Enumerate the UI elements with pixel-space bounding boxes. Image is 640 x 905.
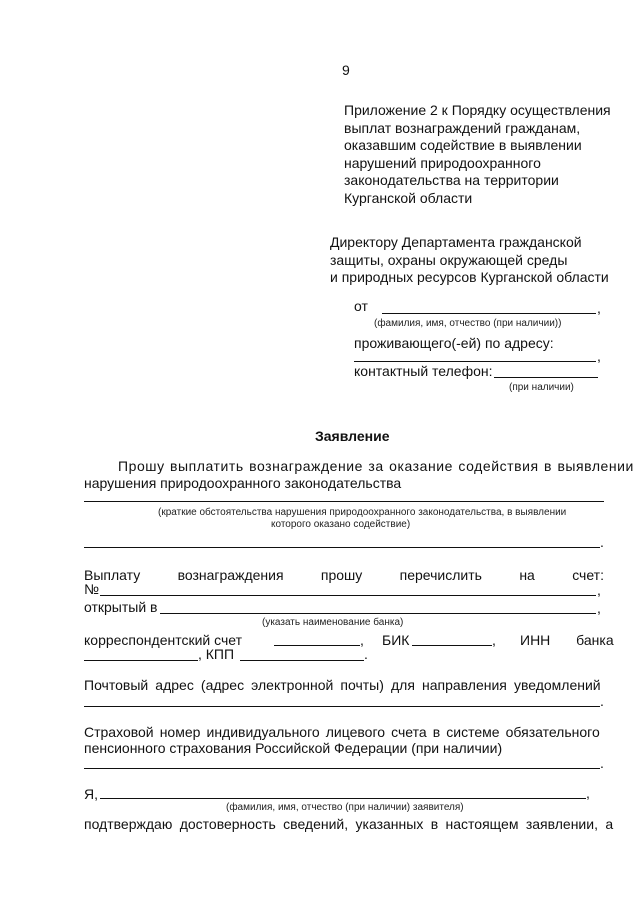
bank-hint: (указать наименование банка) — [262, 617, 404, 628]
postal-field[interactable] — [84, 706, 600, 707]
account-number-field[interactable] — [100, 595, 596, 596]
number-sign: № — [84, 581, 100, 597]
residing-label: проживающего(-ей) по адресу: — [354, 335, 554, 351]
appendix-line: выплат вознаграждений гражданам, — [344, 119, 581, 136]
addressee-line: защиты, охраны окружающей среды — [330, 251, 568, 268]
addressee-line: и природных ресурсов Курганской области — [330, 269, 609, 285]
payment-word: счет: — [572, 567, 604, 583]
request-text: Прошу выплатить вознаграждение за оказание содействия в выявлении — [118, 458, 634, 474]
comma: , — [586, 785, 590, 801]
appendix-line: Курганской области — [344, 189, 473, 206]
comma: , — [597, 582, 601, 598]
dot: . — [600, 534, 604, 550]
phone-field[interactable] — [494, 377, 598, 378]
applicant-fio-field[interactable] — [100, 798, 586, 799]
appendix-line: законодательства на территории — [344, 172, 559, 188]
dot: . — [364, 646, 368, 662]
appendix-line: Приложение 2 к Порядку осуществления — [344, 102, 611, 118]
corr-account-field[interactable] — [274, 645, 360, 646]
snils-line-2: пенсионного страхования Российской Федерации (при наличии) — [84, 740, 503, 756]
bik-field[interactable] — [412, 645, 492, 646]
i-label: Я, — [84, 786, 98, 802]
violation-field-2[interactable] — [84, 547, 600, 548]
dot: . — [600, 755, 604, 771]
document-title: Заявление — [315, 428, 390, 444]
comma: , — [597, 348, 601, 364]
inn-label: ИНН банка — [520, 632, 614, 648]
fio-hint: (фамилия, имя, отчество (при наличии)) — [374, 318, 562, 329]
confirm-line: подтверждаю достоверность сведений, указанных в настоящем заявлении, а — [84, 816, 614, 832]
bank-name-field[interactable] — [160, 613, 596, 614]
payment-word: прошу — [320, 567, 363, 583]
snils-line-1: Страховой номер индивидуального лицевого счета в системе обязательного — [84, 724, 600, 740]
corr-account-label: корреспондентский счет — [84, 632, 242, 648]
page-number: 9 — [342, 62, 350, 78]
appendix-block — [344, 102, 611, 207]
opened-in-label: открытый в — [84, 599, 158, 615]
bik-label: БИК — [382, 632, 410, 648]
from-label: от — [354, 298, 368, 314]
violation-hint-1: (краткие обстоятельства нарушения природоохранного законодательства, в выявлении — [158, 507, 567, 518]
addressee-line: Директору Департамента гражданской — [330, 234, 582, 250]
addressee-block — [330, 234, 609, 287]
comma: , — [360, 632, 364, 648]
violation-hint-2: которого оказано содействие) — [271, 519, 411, 530]
postal-label: Почтовый адрес (адрес электронной почты) для направления уведомлений — [84, 677, 601, 693]
comma: , — [492, 632, 496, 648]
request-line-2: нарушения природоохранного законодательства — [84, 475, 402, 491]
payment-word: вознаграждения — [177, 567, 284, 583]
payment-word: на — [519, 567, 535, 583]
snils-field[interactable] — [84, 768, 600, 769]
appendix-line: нарушений природоохранного — [344, 154, 541, 171]
dot: . — [600, 693, 604, 709]
payment-line — [84, 566, 604, 584]
payment-word: перечислить — [399, 567, 482, 583]
phone-hint: (при наличии) — [509, 382, 574, 393]
payment-word: Выплату — [84, 567, 141, 583]
kpp-label: , КПП — [198, 646, 235, 662]
request-line-1 — [118, 457, 634, 475]
phone-label: контактный телефон: — [354, 363, 493, 379]
comma: , — [597, 600, 601, 616]
appendix-line: оказавшим содействие в выявлении — [344, 137, 582, 153]
inn-field[interactable] — [84, 660, 198, 661]
kpp-field[interactable] — [240, 660, 364, 661]
violation-field-1[interactable] — [84, 501, 604, 502]
applicant-hint: (фамилия, имя, отчество (при наличии) заявителя) — [226, 802, 464, 813]
comma: , — [597, 300, 601, 316]
applicant-name-field[interactable] — [382, 313, 596, 314]
